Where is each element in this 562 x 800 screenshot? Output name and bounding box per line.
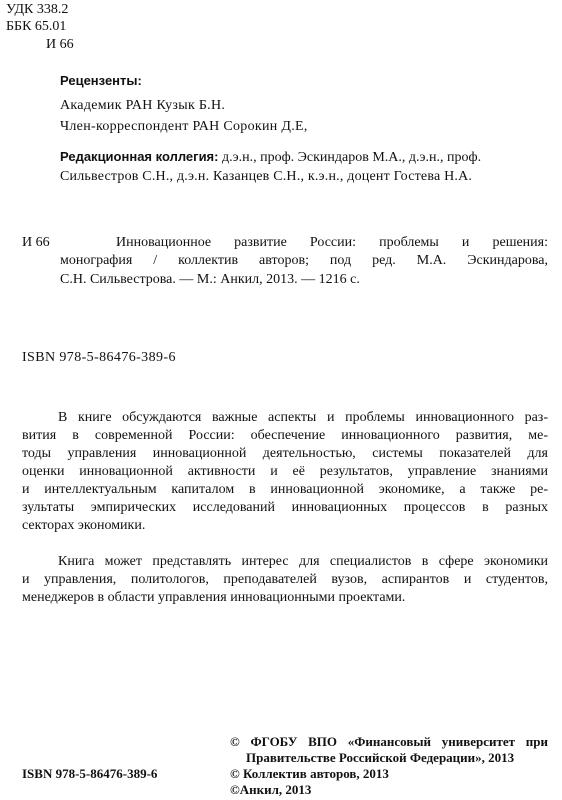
reviewer-1: Академик РАН Кузык Б.Н. — [60, 98, 226, 113]
abstract-p1-line: и интеллектуальным капиталом в инновационной экономике, а также ре- — [22, 482, 548, 497]
abstract-p1-line: В книге обсуждаются важные аспекты и проблемы инновационного раз- — [58, 410, 548, 425]
copyright-line-4: ©Анкил, 2013 — [230, 782, 312, 797]
abstract-p2-line: и управления, политологов, преподавателей вузов, аспирантов и студентов, — [22, 572, 548, 587]
bbk-code: ББК 65.01 — [6, 19, 67, 34]
copyright-line-1: © ФГОБУ ВПО «Финансовый университет при — [230, 734, 548, 749]
bib-line-2: монография / коллектив авторов; под ред. М.А. Эскиндарова, — [60, 253, 548, 268]
abstract-paragraph-1 — [22, 409, 548, 535]
editorial-heading: Редакционная коллегия: — [60, 149, 219, 164]
abstract-p1-line: зультаты эмпирических исследований инновационных процессов в разных — [22, 500, 548, 515]
isbn-top: ISBN 978-5-86476-389-6 — [22, 350, 176, 365]
editorial-members-1: д.э.н., проф. Эскиндаров М.А., д.э.н., проф. — [221, 150, 482, 165]
author-mark: И 66 — [46, 37, 74, 52]
abstract-p1-line: секторах экономики. — [22, 518, 146, 533]
abstract-p2-line: менеджеров в области управления инновационными проектами. — [22, 590, 406, 605]
editorial-board-line1 — [60, 148, 534, 166]
abstract-p2-line: Книга может представлять интерес для специалистов в сфере экономики — [58, 554, 548, 569]
copyright-line-2: Правительстве Российской Федерации», 2013 — [246, 750, 515, 765]
abstract-p1-line: оценки инновационной активности и её результатов, управление знаниями — [22, 464, 548, 479]
udk-code: УДК 338.2 — [6, 2, 69, 17]
abstract-paragraph-2 — [22, 553, 548, 607]
reviewer-2: Член-корреспондент РАН Сорокин Д.Е, — [60, 119, 308, 134]
abstract-p1-line: вития в современной России: обеспечение инновационного развития, ме- — [22, 428, 548, 443]
bib-mark: И 66 — [22, 235, 50, 250]
bib-line-1: Инновационное развитие России: проблемы и решения: — [116, 235, 548, 250]
reviewers-heading: Рецензенты: — [60, 73, 142, 88]
isbn-bottom: ISBN 978-5-86476-389-6 — [22, 766, 158, 781]
abstract-p1-line: тоды управления инновационной деятельностью, системы показателей для — [22, 446, 548, 461]
editorial-board-line2: Сильвестров С.Н., д.э.н. Казанцев С.Н., к.э.н., доцент Гостева Н.А. — [60, 169, 473, 184]
copyright-line-3: © Коллектив авторов, 2013 — [230, 766, 389, 781]
bib-line-3: С.Н. Сильвестрова. — М.: Анкил, 2013. — 1216 с. — [60, 272, 360, 287]
